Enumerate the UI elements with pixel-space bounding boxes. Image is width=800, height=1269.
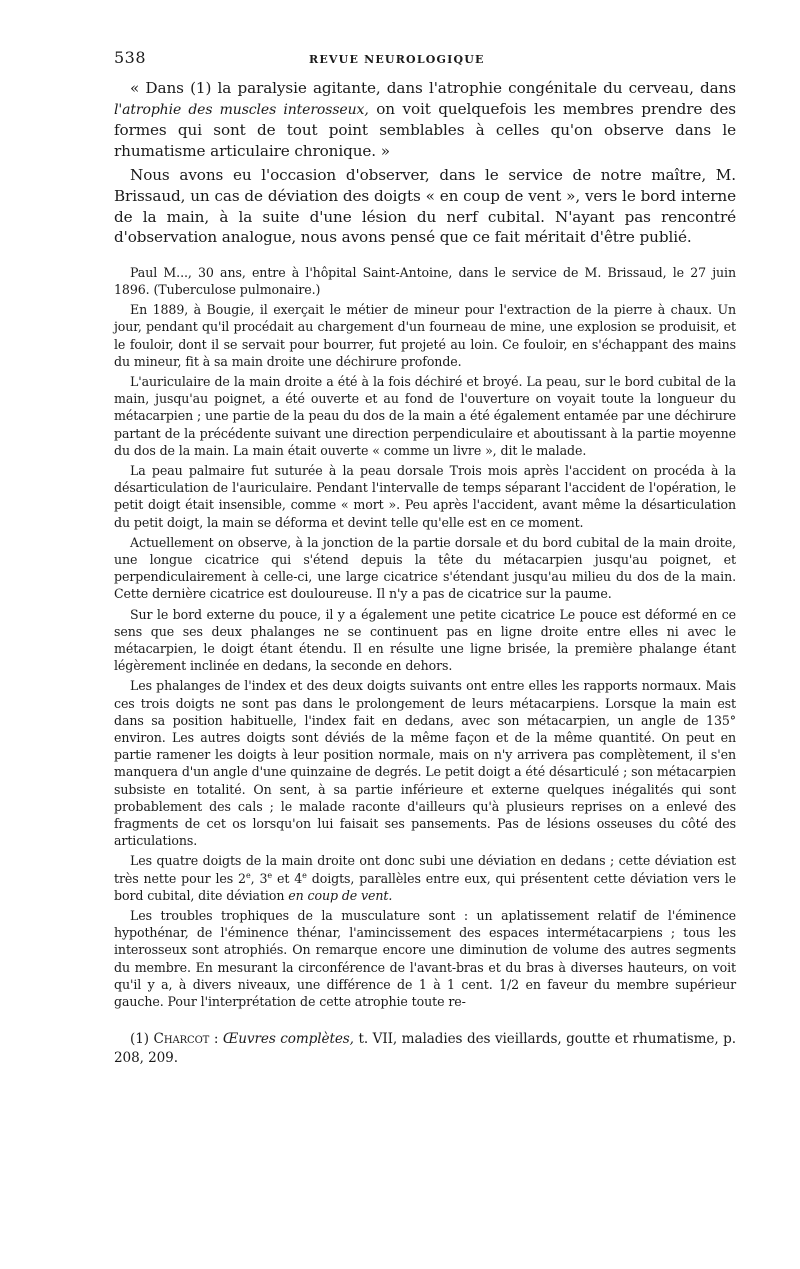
observation-paragraph: Paul M..., 30 ans, entre à l'hôpital Saint-Antoine, dans le service de M. Brissaud, le 27 juin 1896. (Tuberculose pulmonaire.) [114,264,736,297]
observation-paragraph: Les troubles trophiques de la musculature sont : un aplatissement relatif de l'éminence hypothénar, de l'éminence thénar, l'amincissement des espaces intermétacarpiens ; tous les interosseux sont atrophiés. On remarque encore une diminution de volume des autres segments du membre. En mesurant la circonférence de l'avant-bras et du bras à diverses hauteurs, on voit qu'il y a, à divers niveaux, une différence de 1 à 1 cent. 1/2 en faveur du membre supérieur gauche. Pour l'interprétation de cette atrophie toute re- [114,908,736,1010]
observation-paragraph: La peau palmaire fut suturée à la peau dorsale Trois mois après l'accident on procéda à la désarticulation de l'auriculaire. Pendant l'intervalle de temps séparant l'accident de l'opération, le petit doigt était insensible, comme « mort ». Peu après l'accident, avant même la désarticulation du petit doigt, la main se déforma et devint telle qu'elle est en ce moment. [114,462,736,530]
intro-quote-paragraph [114,78,736,161]
observation-paragraph: Actuellement on observe, à la jonction de la partie dorsale et du bord cubital de la main droite, une longue cicatrice qui s'étend depuis la tête du métacarpien jusqu'au poignet, et perpendiculairement à celle-ci, une large cicatrice s'étendant jusqu'au milieu du dos de la main. Cette dernière cicatrice est douloureuse. Il n'y a pas de cicatrice sur la paume. [114,534,736,602]
running-head: REVUE NEUROLOGIQUE [309,53,485,66]
text-segment: Les quatre doigts de la main droite ont donc subi une déviation en dedans ; cette déviation est très nette pour les 2 [114,853,736,886]
observation-paragraph: Les phalanges de l'index et des deux doigts suivants ont entre elles les rapports normaux. Mais ces trois doigts ne sont pas dans le prolongement de leurs métacarpiens. Lorsque la main est dans sa position habituelle, l'index fait en dedans, avec son métacarpien, un angle de 135° environ. Les autres doigts sont déviés de la même façon et de la même quantité. On peut en partie ramener les doigts à leur position normale, mais on n'y arrivera pas complètement, il s'en manquera d'un angle d'une quinzaine de degrés. Le petit doigt a été désarticulé ; son métacarpien subsiste en totalité. On sent, à sa partie inférieure et externe quelques inégalités qui sont probablement des cals ; le malade raconte d'ailleurs qu'à plusieurs reprises on a enlevé des fragments de cet os lorsqu'on lui faisait ses pansements. Pas de lésions osseuses du côté des articulations. [114,678,736,849]
text-segment: doigts, parallèles entre eux, qui présentent cette déviation vers le bord cubital, dite déviation [114,870,736,903]
superscript: e [302,870,307,880]
observation-section [114,264,736,1011]
page-number: 538 [114,48,147,67]
italic-phrase: en coup de vent. [288,887,393,903]
intro-paragraph: Nous avons eu l'occasion d'observer, dans le service de notre maître, M. Brissaud, un cas de déviation des doigts « en coup de vent », vers le bord interne de la main, à la suite d'une lésion du nerf cubital. N'ayant pas rencontré d'observation analogue, nous avons pensé que ce fait méritait d'être publié. [114,166,736,247]
observation-paragraph: Sur le bord externe du pouce, il y a également une petite cicatrice Le pouce est déformé en ce sens que ses deux phalanges ne se continuent pas en ligne droite entre elles ni avec le métacarpien, le doigt étant étendu. Il en résulte une ligne brisée, la première phalange étant légèrement inclinée en dedans, la seconde en dehors. [114,606,736,674]
observation-paragraph: L'auriculaire de la main droite a été à la fois déchiré et broyé. La peau, sur le bord cubital de la main, jusqu'au poignet, a été ouverte et au fond de l'ouverture on voyait toute la longueur du métacarpien ; une partie de la peau du dos de la main a été également entamée par une déchirure partant de la précédente suivant une direction perpendiculaire et aboutissant à la partie moyenne du dos de la main. La main était ouverte « comme un livre », dit le malade. [114,373,736,458]
observation-paragraph: En 1889, à Bougie, il exerçait le métier de mineur pour l'extraction de la pierre à chaux. Un jour, pendant qu'il procédait au chargement d'un fourneau de mine, une explosion se produisit, et le fouloir, dont il se servait pour bourrer, fut projeté au loin. Ce fouloir, en s'échappant des mains du mineur, fit à sa main droite une déchirure profonde. [114,302,736,369]
superscript: e [267,870,273,880]
footnote-title: Œuvres complètes, [218,1031,354,1048]
intro-quote-end: on voit quelquefois les membres prendre des formes qui sont de tout point semblables à celles qu'on observe dans le rhumatisme articulaire chronique. » [114,99,736,160]
document-page [114,48,736,1082]
intro-quote-start: « Dans (1) la paralysie agitante, dans l'atrophie congénitale du cerveau, dans [130,79,736,97]
footnote-marker: (1) [130,1031,154,1048]
text-segment: et 4 [272,870,303,886]
observation-paragraph [114,852,736,904]
page-header [114,48,736,78]
footnote-rest: t. VII, maladies des vieillards, goutte et rhumatisme, p. 208, 209. [114,1031,736,1067]
footnote [114,1030,736,1068]
footnote-author: Charcot : [153,1031,219,1048]
superscript: e [245,870,251,880]
text-segment: , 3 [250,870,268,886]
intro-quote-italic: l'atrophie des muscles interosseux, [114,101,369,118]
